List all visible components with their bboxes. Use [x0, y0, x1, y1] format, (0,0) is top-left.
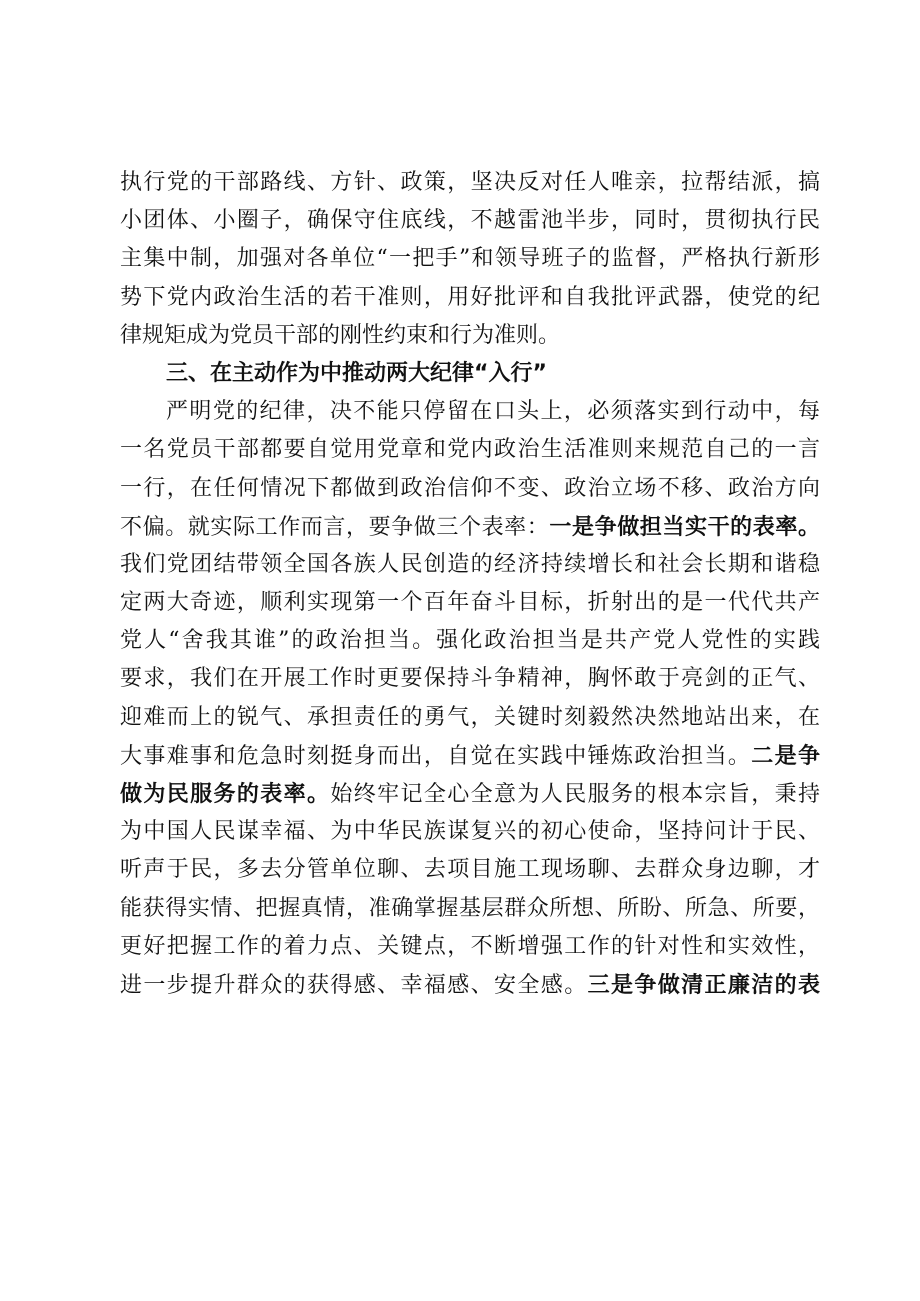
body-line: 定两大奇迹，顺利实现第一个百年奋斗目标，折射出的是一代代共产 [120, 590, 820, 616]
body-line: 主集中制，加强对各单位“一把手”和领导班子的监督，严格执行新形 [120, 246, 820, 272]
body-line: 律规矩成为党员干部的刚性约束和行为准则。 [120, 322, 561, 348]
body-line: 听声于民，多去分管单位聊、去项目施工现场聊、去群众身边聊，才 [120, 857, 820, 883]
body-line: 我们党团结带领全国各族人民创造的经济持续增长和社会长期和谐稳 [120, 551, 820, 577]
emphasis-text: 一是争做担当实干的表率。 [549, 513, 820, 540]
body-line: 迎难而上的锐气、承担责任的勇气，关键时刻毅然决然地站出来，在 [120, 704, 820, 730]
body-line: 一行，在任何情况下都做到政治信仰不变、政治立场不移、政治方向 [120, 475, 820, 501]
body-line: 党人“舍我其谁”的政治担当。强化政治担当是共产党人党性的实践 [120, 628, 820, 654]
body-line: 大事难事和危急时刻挺身而出，自觉在实践中锤炼政治担当。二是争 [120, 742, 820, 769]
body-line: 一名党员干部都要自觉用党章和党内政治生活准则来规范自己的一言 [120, 437, 820, 463]
emphasis-text: 做为民服务的表率。 [120, 781, 331, 807]
body-line: 更好把握工作的着力点、关键点，不断增强工作的针对性和实效性， [120, 933, 820, 959]
body-line: 要求，我们在开展工作时更要保持斗争精神，胸怀敢于亮剑的正气、 [120, 666, 820, 692]
body-line: 做为民服务的表率。始终牢记全心全意为人民服务的根本宗旨，秉持 [120, 781, 820, 807]
body-line: 严明党的纪律，决不能只停留在口头上，必须落实到行动中，每 [166, 399, 820, 425]
section-heading: 三、在主动作为中推动两大纪律“入行” [166, 360, 547, 386]
body-line: 进一步提升群众的获得感、幸福感、安全感。三是争做清正廉洁的表 [120, 971, 820, 998]
body-line: 不偏。就实际工作而言，要争做三个表率：一是争做担当实干的表率。 [120, 513, 820, 540]
body-line: 势下党内政治生活的若干准则，用好批评和自我批评武器，使党的纪 [120, 284, 820, 310]
document-body [120, 164, 820, 1004]
body-line: 执行党的干部路线、方针、政策，坚决反对任人唯亲，拉帮结派，搞 [120, 170, 820, 195]
body-line: 小团体、小圈子，确保守住底线，不越雷池半步，同时，贯彻执行民 [120, 208, 820, 234]
emphasis-text: 二是争 [751, 742, 820, 769]
body-line: 能获得实情、把握真情，准确掌握基层群众所想、所盼、所急、所要， [120, 895, 820, 921]
emphasis-text: 三是争做清正廉洁的表 [587, 971, 820, 998]
body-line: 为中国人民谋幸福、为中华民族谋复兴的初心使命，坚持问计于民、 [120, 819, 820, 845]
